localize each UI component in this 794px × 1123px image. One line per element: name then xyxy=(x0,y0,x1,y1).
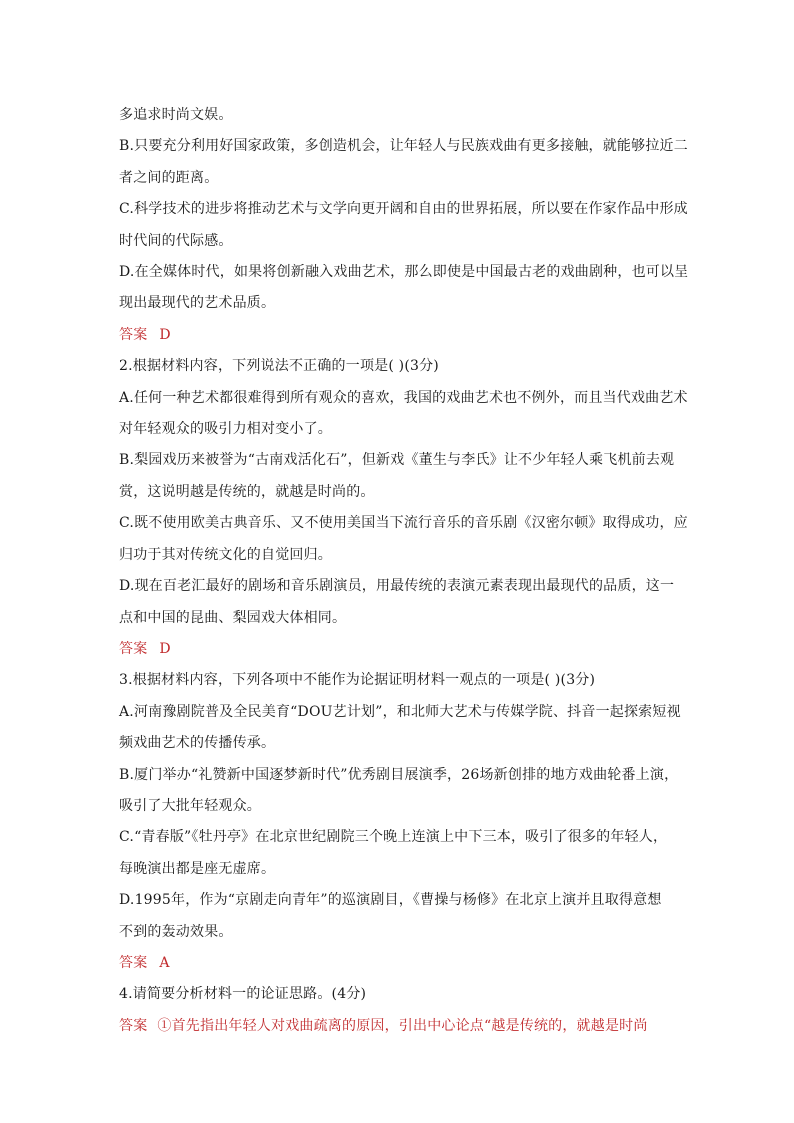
question-4-stem: 4.请简要分析材料一的论证思路。(4分) xyxy=(119,986,367,1003)
text-line: 频戏曲艺术的传播传承。 xyxy=(119,735,276,752)
text-line: 归功于其对传统文化的自觉回归。 xyxy=(119,546,332,563)
text-line: 者之间的距离。 xyxy=(119,169,219,186)
answer-value: A xyxy=(159,954,170,971)
text-line: 对年轻观众的吸引力相对变小了。 xyxy=(119,421,332,438)
text-line: 点和中国的昆曲、梨园戏大体相同。 xyxy=(119,609,347,626)
text-line: 不到的轰动效果。 xyxy=(119,923,233,940)
option-c-line: C.“青春版”《牡丹亭》在北京世纪剧院三个晚上连演上中下三本，吸引了很多的年轻人， xyxy=(119,829,668,846)
text-line: 多追求时尚文娱。 xyxy=(119,107,233,123)
option-d-line: D.1995年，作为“京剧走向青年”的巡演剧目，《曹操与杨修》在北京上演并且取得意想 xyxy=(119,892,662,909)
text-line: 赏，这说明越是传统的，就越是时尚的。 xyxy=(119,483,375,500)
option-a-line: A.任何一种艺术都很难得到所有观众的喜欢，我国的戏曲艺术也不例外，而且当代戏曲艺术 xyxy=(119,389,688,406)
answer-line xyxy=(119,1011,679,1042)
question-3-stem: 3.根据材料内容，下列各项中不能作为论据证明材料一观点的一项是( )(3分) xyxy=(119,672,596,689)
question-2-stem: 2.根据材料内容，下列说法不正确的一项是( )(3分) xyxy=(119,358,439,375)
answer-line xyxy=(119,320,679,351)
answer-value: D xyxy=(159,640,171,657)
text-line: 吸引了大批年轻观众。 xyxy=(119,797,261,814)
option-c-line: C.科学技术的进步将推动艺术与文学向更开阔和自由的世界拓展，所以要在作家作品中形成 xyxy=(119,201,688,218)
question-content xyxy=(119,100,689,1042)
option-d-line: D.在全媒体时代，如果将创新融入戏曲艺术，那么即使是中国最古老的戏曲剧种，也可以呈 xyxy=(119,264,689,281)
text-line: 时代间的代际感。 xyxy=(119,232,233,249)
text-line: 现出最现代的艺术品质。 xyxy=(119,295,276,312)
option-b-line: B.厦门举办“礼赞新中国逐梦新时代”优秀剧目展演季，26场新创排的地方戏曲轮番上演， xyxy=(119,766,679,783)
answer-label: 答案 xyxy=(119,326,148,343)
answer-value: D xyxy=(159,326,171,343)
option-c-line: C.既不使用欧美古典音乐、又不使用美国当下流行音乐的音乐剧《汉密尔顿》取得成功，应 xyxy=(119,515,688,532)
option-d-line: D.现在百老汇最好的剧场和音乐剧演员，用最传统的表演元素表现出最现代的品质，这一 xyxy=(119,578,675,595)
option-a-line: A.河南豫剧院普及全民美育“DOU艺计划”，和北师大艺术与传媒学院、抖音一起探索短视 xyxy=(119,703,681,720)
answer-label: 答案 xyxy=(119,954,148,971)
answer-label: 答案 xyxy=(119,1017,148,1034)
option-b-line: B.梨园戏历来被誉为“古南戏活化石”，但新戏《董生与李氏》让不少年轻人乘飞机前去观 xyxy=(119,452,675,469)
option-b-line: B.只要充分利用好国家政策，多创造机会，让年轻人与民族戏曲有更多接触，就能够拉近二 xyxy=(119,138,688,155)
answer-text: ①首先指出年轻人对戏曲疏离的原因，引出中心论点“越是传统的，就越是时尚 xyxy=(157,1017,648,1034)
answer-label: 答案 xyxy=(119,640,148,657)
answer-line xyxy=(119,634,679,665)
answer-line xyxy=(119,948,679,979)
text-line: 每晚演出都是座无虚席。 xyxy=(119,860,276,877)
